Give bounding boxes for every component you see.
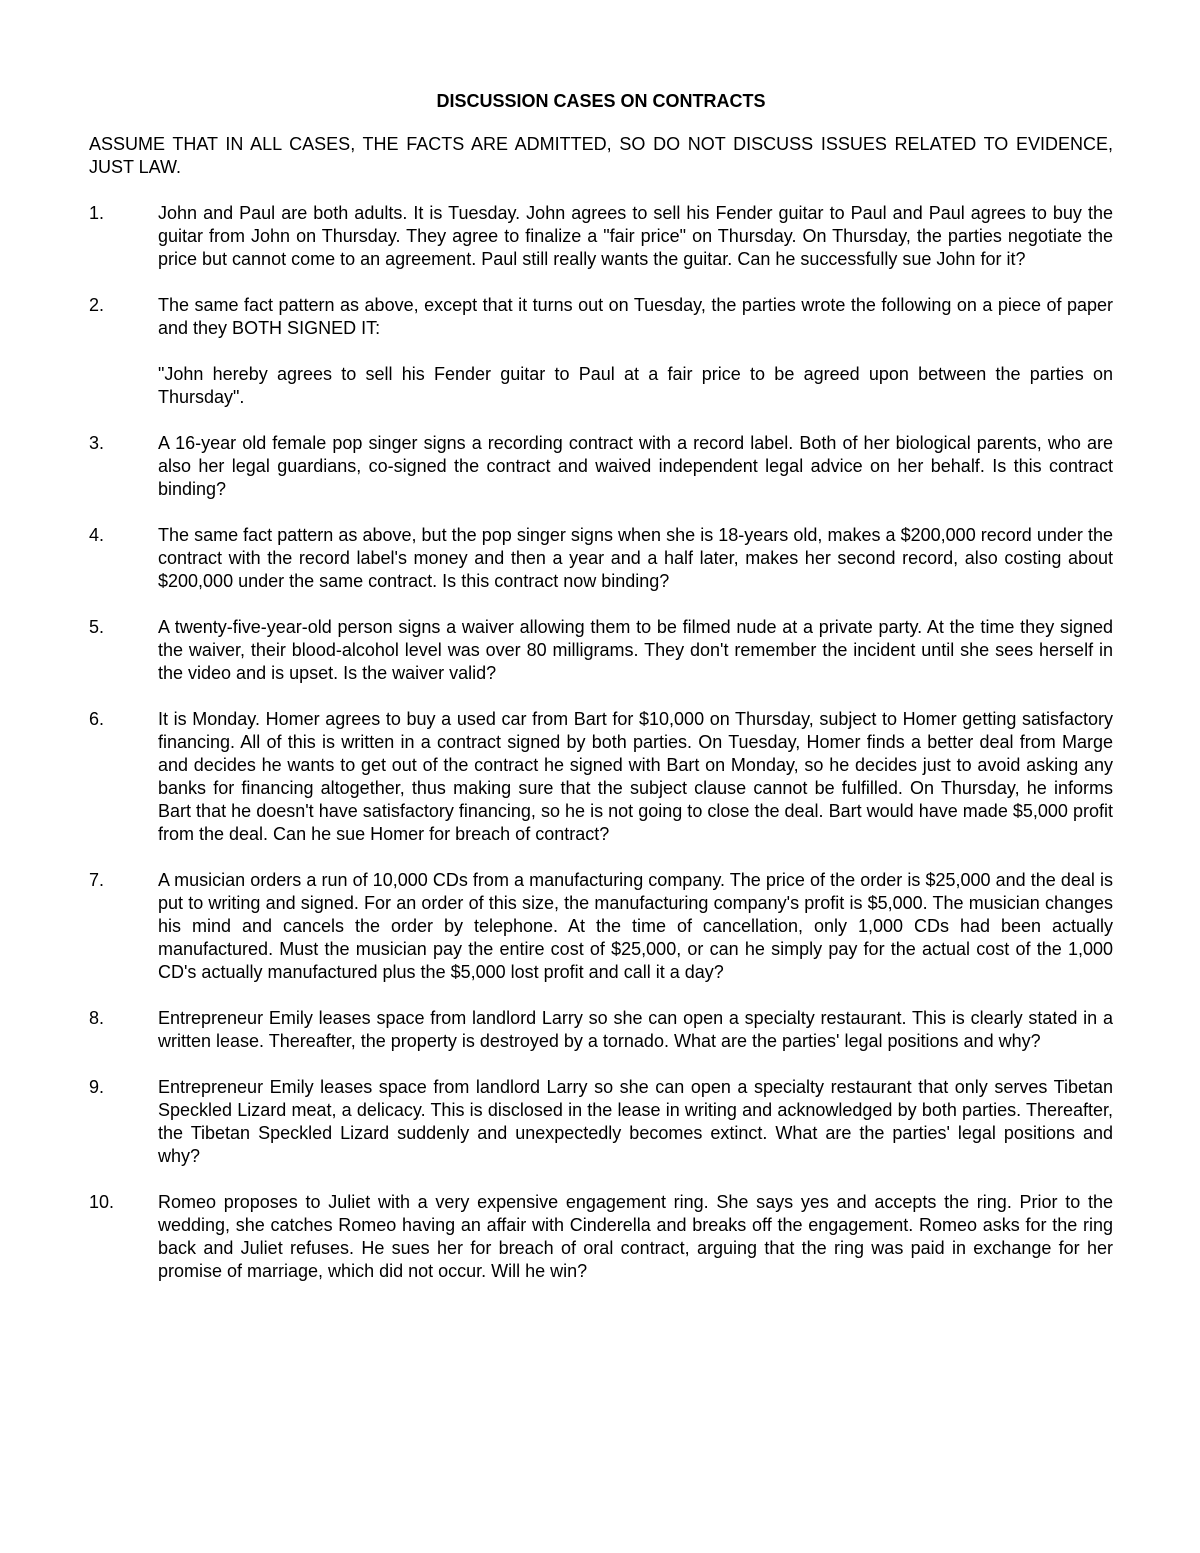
case-paragraph: The same fact pattern as above, except that it turns out on Tuesday, the parties wrote the following on a piece of paper and they BOTH SIGNED IT: [158,295,1113,338]
case-number: 10. [89,1192,115,1212]
case-number: 6. [89,709,105,729]
case-paragraph: A 16-year old female pop singer signs a recording contract with a record label. Both of her biological parents, who are also her legal guardians, co-signed the contract and waived independent legal advice on her behalf. Is this contract binding? [158,433,1113,499]
case-number: 7. [89,870,105,890]
case-item [89,432,1113,501]
case-text [158,294,1113,409]
case-number: 2. [89,295,105,315]
document-page [89,90,1113,1306]
case-paragraph: Entrepreneur Emily leases space from landlord Larry so she can open a specialty restaurant that only serves Tibetan Speckled Lizard meat, a delicacy. This is disclosed in the lease in writing and acknowledged by both parties. Thereafter, the Tibetan Speckled Lizard suddenly and unexpectedly becomes extinct. What are the parties' legal positions and why? [158,1077,1113,1166]
case-number: 5. [89,617,105,637]
case-number: 9. [89,1077,105,1097]
case-paragraph: Romeo proposes to Juliet with a very expensive engagement ring. She says yes and accepts the ring. Prior to the wedding, she catches Romeo having an affair with Cinderella and breaks off the engagement. Romeo asks for the ring back and Juliet refuses. He sues her for breach of oral contract, arguing that the ring was paid in exchange for her promise of marriage, which did not occur. Will he win? [158,1192,1113,1281]
case-item [89,202,1113,271]
case-text [158,1076,1113,1168]
case-paragraph: A twenty-five-year-old person signs a waiver allowing them to be filmed nude at a private party. At the time they signed the waiver, their blood-alcohol level was over 80 milligrams. They don't remember the incident until she sees herself in the video and is upset. Is the waiver valid? [158,617,1113,683]
case-text [158,616,1113,685]
case-paragraph: The same fact pattern as above, but the pop singer signs when she is 18-years old, makes a $200,000 record under the contract with the record label's money and then a year and a half later, makes her second record, also costing about $200,000 under the same contract. Is this contract now binding? [158,525,1113,591]
case-text [158,869,1113,984]
case-item [89,1191,1113,1283]
case-number: 4. [89,525,105,545]
case-text [158,432,1113,501]
case-quote: "John hereby agrees to sell his Fender guitar to Paul at a fair price to be agreed upon between the parties on Thursday". [158,364,1113,407]
case-item [89,524,1113,593]
case-number: 8. [89,1008,105,1028]
case-paragraph: John and Paul are both adults. It is Tuesday. John agrees to sell his Fender guitar to Paul and Paul agrees to buy the guitar from John on Thursday. They agree to finalize a "fair price" on Thursday. On Thursday, the parties negotiate the price but cannot come to an agreement. Paul still really wants the guitar. Can he successfully sue John for it? [158,203,1113,269]
case-item [89,1007,1113,1053]
case-number: 3. [89,433,105,453]
case-item [89,869,1113,984]
case-paragraph: It is Monday. Homer agrees to buy a used car from Bart for $10,000 on Thursday, subject to Homer getting satisfactory financing. All of this is written in a contract signed by both parties. On Tuesday, Homer finds a better deal from Marge and decides he wants to get out of the contract he signed with Bart on Monday, so he decides just to avoid asking any banks for financing altogether, thus making sure that the subject clause cannot be fulfilled. On Thursday, he informs Bart that he doesn't have satisfactory financing, so he is not going to close the deal. Bart would have made $5,000 profit from the deal. Can he sue Homer for breach of contract? [158,709,1113,844]
case-item [89,708,1113,846]
case-item [89,1076,1113,1168]
case-text [158,1007,1113,1053]
document-instructions: ASSUME THAT IN ALL CASES, THE FACTS ARE ADMITTED, SO DO NOT DISCUSS ISSUES RELATED TO EVIDENCE, JUST LAW. [89,134,1113,177]
case-item [89,294,1113,409]
case-text [158,1191,1113,1283]
case-paragraph: A musician orders a run of 10,000 CDs from a manufacturing company. The price of the order is $25,000 and the deal is put to writing and signed. For an order of this size, the manufacturing company's profit is $5,000. The musician changes his mind and cancels the order by telephone. At the time of cancellation, only 1,000 CDs had been actually manufactured. Must the musician pay the entire cost of $25,000, or can he simply pay for the actual cost of the 1,000 CD's actually manufactured plus the $5,000 lost profit and call it a day? [158,870,1113,982]
document-title: DISCUSSION CASES ON CONTRACTS [436,91,766,111]
case-item [89,616,1113,685]
case-text [158,524,1113,593]
case-number: 1. [89,203,105,223]
case-text [158,202,1113,271]
case-text [158,708,1113,846]
case-paragraph: Entrepreneur Emily leases space from landlord Larry so she can open a specialty restaurant. This is clearly stated in a written lease. Thereafter, the property is destroyed by a tornado. What are the parties' legal positions and why? [158,1008,1113,1051]
